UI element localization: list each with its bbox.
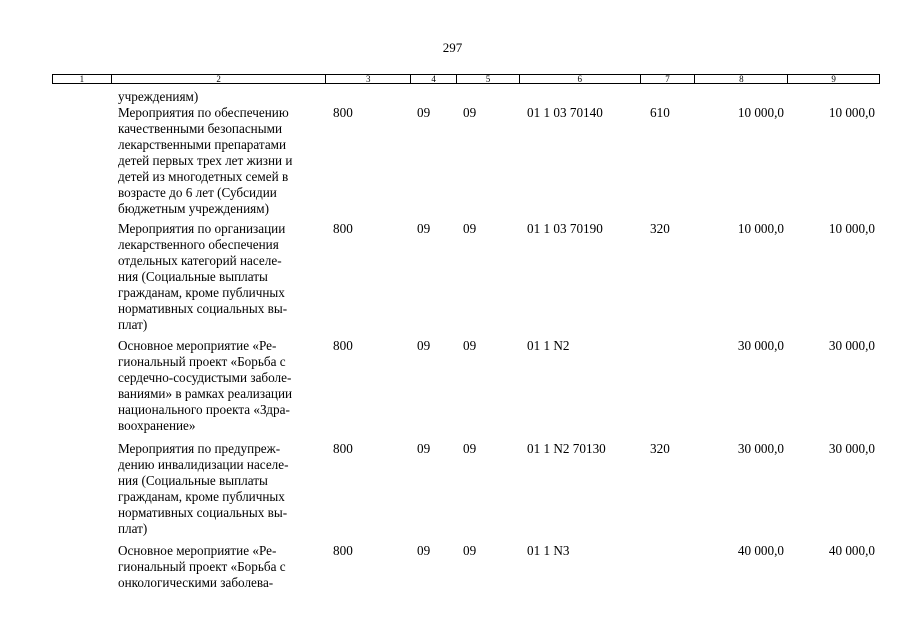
cell-col-9: 30 000,0 [828,441,875,456]
header-col-8: 8 [695,75,788,83]
cell-col-8: 30 000,0 [737,441,784,456]
header-col-7: 7 [641,75,696,83]
cell-col-9: 40 000,0 [828,543,875,558]
table-row [0,543,905,593]
cell-col-3: 800 [333,543,353,558]
cell-col-9: 10 000,0 [828,221,875,236]
cell-col-4: 09 [417,338,431,353]
row-description: Мероприятия по обеспечению качественными безопасными лекарственными препаратами детей первых трех лет жизни и детей из многодетных семей в возрасте до 6 лет (Субсидии бюджетным учреждениям) [118,105,293,216]
cell-col-8: 10 000,0 [737,105,784,120]
cell-col-8: 40 000,0 [737,543,784,558]
cell-col-7: 320 [650,441,670,456]
row-description: Мероприятия по организации лекарственного обеспечения отдельных категорий населе- ния (Социальные выплаты гражданам, кроме публичных нормативных социальных вы- плат) [118,221,288,332]
cell-col-4: 09 [417,105,431,120]
table-row [0,441,905,543]
page-number: 297 [442,40,463,55]
table-row [0,89,905,105]
cell-col-7: 610 [650,105,670,120]
header-col-5: 5 [457,75,520,83]
row-description: Основное мероприятие «Ре- гиональный проект «Борьба с онкологическими заболева- [118,543,286,590]
header-col-2: 2 [112,75,326,83]
table-header [52,74,880,84]
table-row [0,338,905,441]
cell-col-8: 30 000,0 [737,338,784,353]
table-row [0,105,905,221]
cell-col-9: 30 000,0 [828,338,875,353]
header-col-9: 9 [831,74,836,84]
cell-col-9: 10 000,0 [828,105,875,120]
table-body [0,89,905,593]
header-col-3: 3 [326,75,411,83]
cell-col-8: 10 000,0 [737,221,784,236]
cell-col-6: 01 1 N2 70130 [527,441,606,456]
cell-col-6: 01 1 03 70190 [527,221,603,236]
cell-col-6: 01 1 03 70140 [527,105,603,120]
cell-col-5: 09 [463,543,477,558]
cell-col-5: 09 [463,338,477,353]
row-description: учреждениям) [118,89,199,104]
cell-col-5: 09 [463,221,477,236]
cell-col-7: 320 [650,221,670,236]
cell-col-4: 09 [417,441,431,456]
header-col-6: 6 [520,75,641,83]
cell-col-3: 800 [333,338,353,353]
table-row [0,221,905,338]
row-description: Основное мероприятие «Ре- гиональный проект «Борьба с сердечно-сосудистыми заболе- ваниями» в рамках реализации национального проекта «Здра- воохранение» [118,338,293,433]
cell-col-3: 800 [333,105,353,120]
header-col-4: 4 [411,75,457,83]
cell-col-3: 800 [333,441,353,456]
cell-col-5: 09 [463,441,477,456]
header-col-1: 1 [53,75,112,83]
row-description: Мероприятия по предупреж- дению инвалидизации населе- ния (Социальные выплаты гражданам, кроме публичных нормативных социальных вы- плат) [118,441,289,536]
cell-col-5: 09 [463,105,477,120]
cell-col-4: 09 [417,543,431,558]
cell-col-6: 01 1 N3 [527,543,570,558]
cell-col-4: 09 [417,221,431,236]
cell-col-3: 800 [333,221,353,236]
cell-col-6: 01 1 N2 [527,338,570,353]
